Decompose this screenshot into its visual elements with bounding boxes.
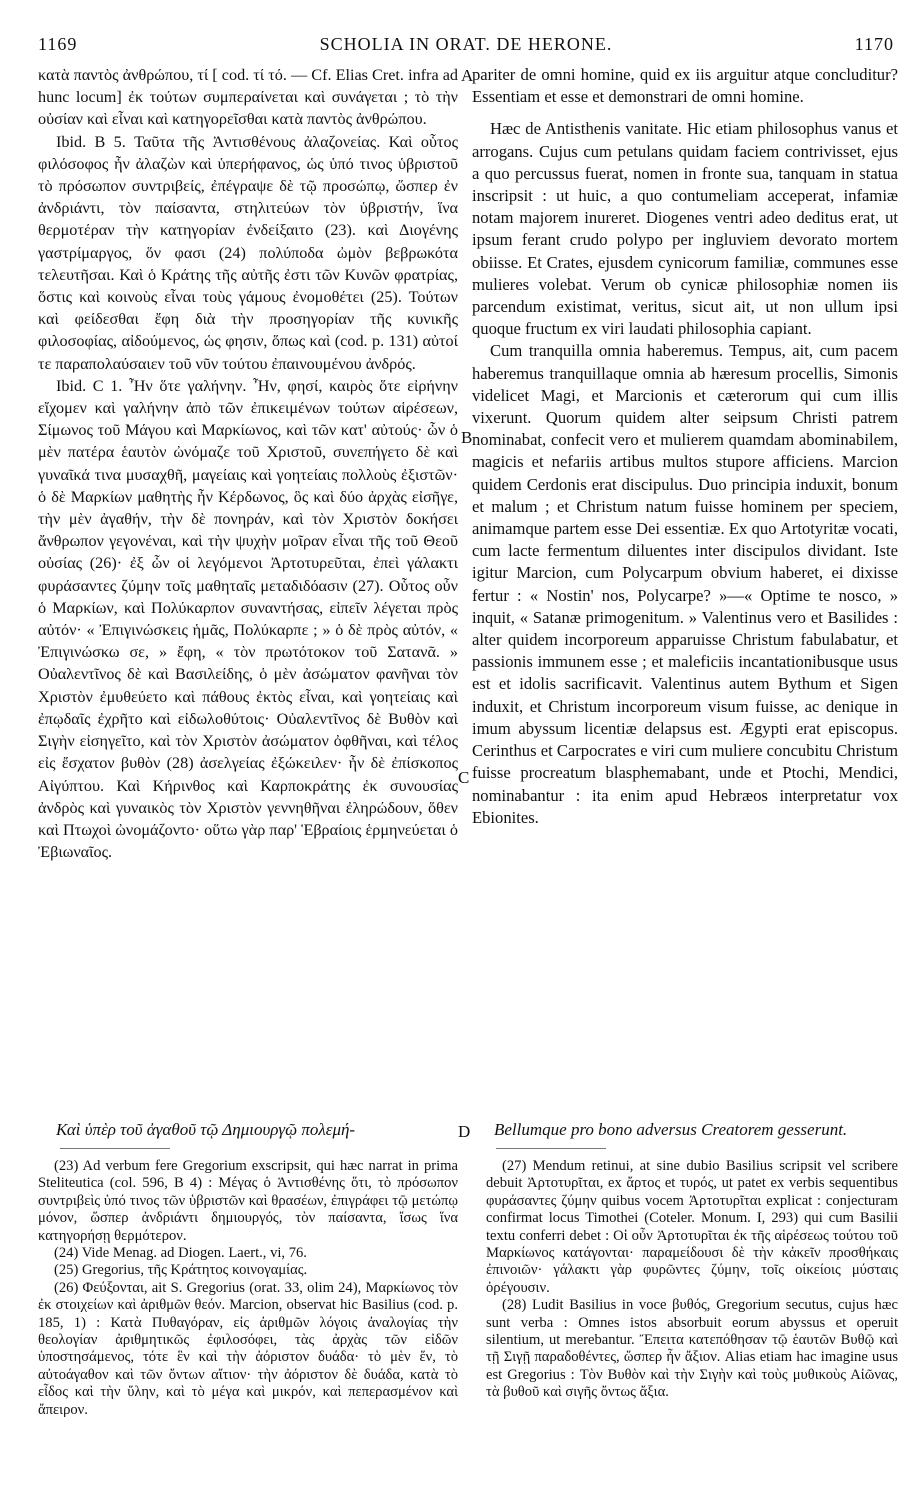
footnote-26: (26) Φεύξονται, ait S. Gregorius (orat. 33, olim 24), Μαρκίωνος τὸν ἐκ στοιχείων καὶ ἀριθμῶν θεόν. Marcion, observat hic Basilius (cod. p. 185, 1) : Κατὰ Πυθαγόραν, εἰς ἀριθμῶν λόγοις ἀναλογίας τὴν θεολογίαν ἀριθμητικῶς ἐφιλοσόφει, τὰς ἀρχὰς τῶν εἰδῶν ὑποστησάμενος, τότε ἓν καὶ τὴν ἀόριστον δυάδα· τὸ μὲν ἕν, τὸ αὐτοάγαθον καὶ τῶν ὄντων αἴτιον· τὴν ἀόριστον δὲ δυάδα, κατὰ τὸ εἶδος καὶ τὴν ὕλην, καὶ τὸ μέγα καὶ μικρόν, καὶ πεπερασμένον καὶ ἄπειρον. <box>38 1279 458 1418</box>
footnote-27: (27) Mendum retinui, at sine dubio Basilius scripsit vel scribere debuit Ἀρτοτυρῖται, ex ἄρτος et τυρός, ut patet ex verbis sequentibus φυράσαντες ζύμην quibus vocem Ἀρτοτυρῖται explicat : conjecturam confirmat locus Timothei (Coteler. Monum. I, 293) qui cum Basilii textu conferri debet : Οἱ οὖν Ἀρτοτυρῖται ἐκ τῆς αἱρέσεως τούτου τοῦ Μαρκίωνος κατάγονται· παραμείδουσι δὲ τὴν κἀκεῖν προσθήκαις ἐπινοιῶν· γάλακτι γὰρ φυρῶντες ζύμην, τοῖς οἰκείοις μύσταις ὀρέγουσιν. <box>486 1158 898 1296</box>
left-page-number: 1169 <box>38 34 78 54</box>
footnote-23: (23) Ad verbum fere Gregorium exscripsit, qui hæc narrat in prima Steliteutica (col. 596, B 4) : Μέγας ὁ Ἀντισθένης ὅτι, τὸ πρόσωπον συντριβεὶς ὑπό τινος τῶν ὑβριστῶν καὶ θρασέων, ἐπιγράφει τῷ μετώπῳ μόνον, ὥσπερ ἀνδριάντι δημιουργός, τὸν παίσαντα, ἴσως ἵνα κατηγορήσῃ θερμότερον. <box>38 1158 458 1244</box>
running-header <box>38 34 894 56</box>
footnote-28: (28) Ludit Basilius in voce βυθός, Gregorium secutus, cujus hæc sunt verba : Omnes istos absorbuit eorum abyssus et operuit silentium, ut merebantur. Ἔπειτα κατεπόθησαν τῷ ἑαυτῶν Βυθῷ καὶ τῇ Σιγῇ παραδοθέντες, ὥσπερ ἦν ἄξιον. Alias etiam hac imagine usus est Gregorius : Τὸν Βυθὸν καὶ τὴν Σιγὴν καὶ τοὺς μυθικοὺς Αἰῶνας, τὰ βυθοῦ καὶ σιγῆς ὄντως ἄξια. <box>486 1297 898 1401</box>
section-marker-d: D <box>458 1122 471 1141</box>
footnotes-right <box>486 1158 898 1402</box>
running-title: SCHOLIA IN ORAT. DE HERONE. <box>319 34 613 54</box>
section-marker-b: B <box>461 428 473 447</box>
latin-paragraph-1: pariter de omni homine, quid ex iis arguitur atque concluditur? Essentiam et esse et demonstrari de omni homine. <box>472 65 898 107</box>
latin-paragraph-2: Hæc de Antisthenis vanitate. Hic etiam philosophus vanus et arrogans. Cujus cum petulans quidam faciem contrivisset, ejus a quo percussus fuerat, nomen in fronte sua, tanquam in statua inscripsit : ut huic, a quo contumeliam acceperat, infamiæ notam majorem inureret. Diogenes ventri adeo deditus erat, ut ipsum ferant crudo polypo per ingluviem devorato mortem obiisse. Et Crates, ejusdem cynicorum familiæ, communes esse mulieres volebat. Verum ob cynicæ philosophiæ nomen iis parcendum existimat, veritus, sicut ait, ut non ullum ipsi quoque fructum ex viri laudati philosophia capiant. <box>472 119 898 339</box>
footnote-rule-right <box>496 1148 606 1149</box>
latin-lemma: Bellumque pro bono adversus Creatorem gesserunt. <box>494 1120 848 1139</box>
greek-paragraph-1: κατὰ παντὸς ἀνθρώπου, τί [ cod. τί τό. — Cf. Elias Cret. infra ad hunc locum] ἐκ τούτων συμπεραίνεται καὶ συνάγεται ; τὸ τὴν οὐσίαν καὶ εἶναι καὶ κατηγορεῖσθαι κατὰ παντὸς ἀνθρώπου. <box>38 66 458 129</box>
greek-paragraph-2: Ibid. B 5. Ταῦτα τῆς Ἀντισθένους ἀλαζονείας. Καὶ οὗτος φιλόσοφος ἦν ἀλαζὼν καὶ ὑπερήφανος, ὡς ὑπό τινος ὑβριστοῦ τὸ πρόσωπον συντριβείς, ἐπέγραψε δὲ τῷ προσώπῳ, ὥσπερ ἐν ἀνδριάντι, τὸν παίσαντα, στηλιτεύων τὸν ὑβριστήν, ἵνα θερμοτέραν τὴν κατηγορίαν ἐνδείξαιτο (23). καὶ Διογένης γαστρίμαργος, ὅν φασι (24) πολύποδα ὠμὸν βεβρωκότα τελευτῆσαι. Καὶ ὁ Κράτης τῆς αὐτῆς ἐστι τῶν Κυνῶν φρατρίας, ὅστις καὶ κοινοὺς εἶναι τοὺς γάμους ἐνομοθέτει (25). Τούτων καὶ φείδεσθαι ἔφη διὰ τὴν προσηγορίαν τῆς κυνικῆς φιλοσοφίας, αἰδούμενος, ὡς φησιν, ὅπως καὶ (cod. p. 131) αὐτοί τε παραπολαύσαιεν τοῦ νῦν τούτου ἐπαινουμένου ἀνδρός. <box>38 132 458 373</box>
section-marker-a: A <box>461 66 474 85</box>
footnotes-left <box>38 1158 458 1419</box>
latin-column <box>472 64 898 829</box>
footnote-25: (25) Gregorius, τῆς Κράτητος κοινογαμίας. <box>54 1262 308 1279</box>
latin-paragraph-3: Cum tranquilla omnia haberemus. Tempus, ait, cum pacem haberemus tranquillaque omnia ab hæresum procellis, Simonis videlicet Magi, et Marcionis et cæterorum qui cum illis vixerunt. Quorum quidem alter seipsum Christi patrem nominabat, confecit vero et mulierem quamdam abominabilem, magicis et nefariis artibus multos stupore afficiens. Marcion quidem Cerdonis erat discipulus. Duo principia induxit, bonum et malum ; et Christum natum fuisse hominem per speciem, animamque partem esse Dei essentiæ. Ex quo Artotyritæ vocati, cum lacte fermentum diluentes inter discipulos dividant. Iste igitur Marcion, cum Polycarpum obvium haberet, ei dixisse fertur : « Nostin' nos, Polycarpe? »—« Optime te nosco, » inquit, « Satanæ primogenitum. » Valentinus vero et Basilides : alter quidem incorporeum apparuisse Christum fabulabatur, et passionis immunem esse ; et maleficiis incantationibusque usus est et idolis sacrificavit. Valentinus autem Bythum et Sigen induxit, et Christum incorporeum visum fuisse, ac denique in imum abyssum licentiæ delapsus est. Ægypti erat episcopus. Cerinthus et Carpocrates e viri cum muliere concubitu Christum fuisse procreatum blasphemabant, unde et Ptochi, Mendici, nominabantur : ita enim apud Hebræos interpretatur vox Ebionites. <box>472 341 898 827</box>
greek-paragraph-3: Ibid. C 1. Ἦν ὅτε γαλήνην. Ἦν, φησί, καιρὸς ὅτε εἰρήνην εἴχομεν καὶ γαλήνην ἀπὸ τῶν ἐπικειμένων τούτων αἱρέσεων, Σίμωνος τοῦ Μάγου καὶ Μαρκίωνος, καὶ τῶν κατ' αὐτούς· ὧν ὁ μὲν πατέρα ἑαυτὸν ὠνόμαζε τοῦ Χριστοῦ, συνεπήγετο δὲ καὶ γυναῖκά τινα μυσαχθῆ, μαγείαις καὶ γοητείαις πολλοὺς ἐξιστῶν· ὁ δὲ Μαρκίων μαθητὴς ἦν Κέρδωνος, ὃς καὶ δύο ἀρχὰς εἰσῆγε, τὴν μὲν ἀγαθήν, τὴν δὲ πονηράν, καὶ τὸν Χριστὸν δοκήσει ἄνθρωπον γεγονέναι, καὶ τὴν ψυχὴν μοῖραν εἶναι τῆς τοῦ Θεοῦ οὐσίας (26)· ἐξ ὧν οἱ λεγόμενοι Ἀρτοτυρεῦται, ἐπεὶ γάλακτι φυράσαντες ζύμην τοῖς μαθηταῖς μεταδιδόασιν (27). Οὗτος οὖν ὁ Μαρκίων, καὶ Πολύκαρπον συναντήσας, εἰπεῖν λέγεται πρὸς αὐτόν· « Ἐπιγινώσκεις ἡμᾶς, Πολύκαρπε ; » ὁ δὲ πρὸς αὐτόν, « Ἐπιγινώσκω σε, » ἔφη, « τὸν πρωτότοκον τοῦ Σατανᾶ. » Οὐαλεντῖνος δὲ καὶ Βασιλείδης, ὁ μὲν ἀσώματον φανῆναι τὸν Χριστὸν ἐμυθεύετο καὶ πάθους ἐκτὸς εἶναι, καὶ γοητείαις καὶ ἐπῳδαῖς ἐχρῆτο καὶ εἰδωλοθύτοις· Οὐαλεντῖνος δὲ Βυθὸν καὶ Σιγὴν εἰσηγεῖτο, καὶ τὸν Χριστὸν ἀσώματον ὀφθῆναι, καὶ τέλος εἰς ἔσχατον βυθὸν (28) ἀσελγείας ἐξώκειλεν· ἦν δὲ ἐπίσκοπος Αἰγύπτου. Καὶ Κήρινθος καὶ Καρποκράτης ἐκ συνουσίας ἀνδρὸς καὶ γυναικὸς τὸν Χριστὸν γεννηθῆναι ἐληρώδουν, ὅθεν καὶ Πτωχοὶ ὠνομάζοντο· οὕτω γὰρ παρ' Ἑβραίοις ἑρμηνεύεται ὁ Ἐβιωναῖος. <box>38 376 458 862</box>
greek-lemma: Καὶ ὑπὲρ τοῦ ἀγαθοῦ τῷ Δημιουργῷ πολεμή- <box>56 1120 356 1139</box>
section-marker-c: C <box>458 768 470 787</box>
footnote-24: (24) Vide Menag. ad Diogen. Laert., vi, 76. <box>54 1245 307 1262</box>
right-page-number: 1170 <box>854 34 894 54</box>
greek-column <box>38 64 458 863</box>
footnote-rule-left <box>60 1148 170 1149</box>
